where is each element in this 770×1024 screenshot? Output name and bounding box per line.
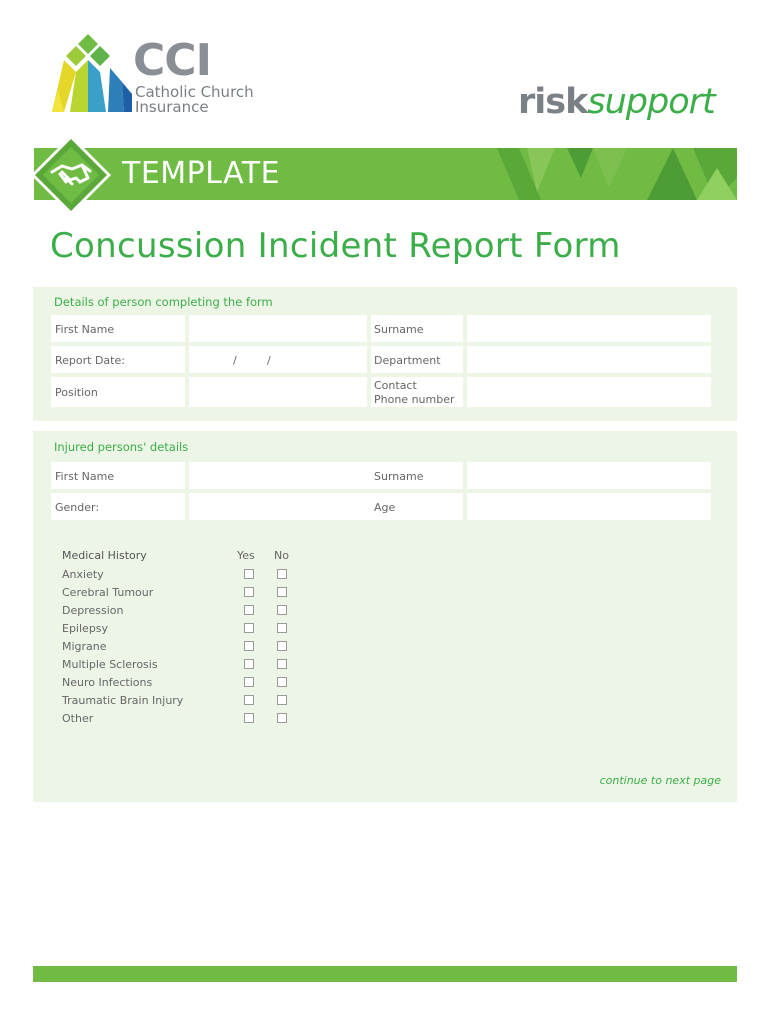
yes-checkbox[interactable] bbox=[244, 623, 254, 633]
no-checkbox[interactable] bbox=[277, 677, 287, 687]
no-checkbox[interactable] bbox=[277, 569, 287, 579]
contact-label-line1: Contact bbox=[374, 379, 417, 392]
injured-surname-input[interactable] bbox=[467, 462, 711, 489]
yes-checkbox[interactable] bbox=[244, 587, 254, 597]
medical-history-item: Depression bbox=[62, 604, 124, 617]
yes-checkbox[interactable] bbox=[244, 569, 254, 579]
medical-history-item: Migrane bbox=[62, 640, 107, 653]
no-column-header: No bbox=[274, 549, 289, 562]
injured-first-name-label: First Name bbox=[55, 470, 115, 483]
yes-checkbox[interactable] bbox=[244, 713, 254, 723]
yes-checkbox[interactable] bbox=[244, 695, 254, 705]
date-separator-1: / bbox=[233, 354, 237, 367]
no-checkbox[interactable] bbox=[277, 587, 287, 597]
completer-first-name-label: First Name bbox=[55, 323, 115, 336]
position-label: Position bbox=[55, 386, 98, 399]
no-checkbox[interactable] bbox=[277, 695, 287, 705]
completer-surname-input[interactable] bbox=[467, 315, 711, 342]
no-checkbox[interactable] bbox=[277, 713, 287, 723]
banner-decoration bbox=[497, 148, 737, 200]
no-checkbox[interactable] bbox=[277, 641, 287, 651]
risksupport-logo-risk: risk bbox=[518, 82, 588, 122]
age-label: Age bbox=[374, 501, 396, 514]
medical-history-item: Other bbox=[62, 712, 94, 725]
cci-wordmark: CCI bbox=[133, 35, 211, 86]
age-input[interactable] bbox=[467, 493, 711, 520]
no-checkbox[interactable] bbox=[277, 659, 287, 669]
yes-checkbox[interactable] bbox=[244, 641, 254, 651]
yes-checkbox[interactable] bbox=[244, 605, 254, 615]
section-injured-heading: Injured persons' details bbox=[54, 440, 189, 454]
medical-history-item: Neuro Infections bbox=[62, 676, 153, 689]
risksupport-logo-support: support bbox=[587, 82, 715, 122]
medical-history-item: Anxiety bbox=[62, 568, 104, 581]
medical-history-item: Multiple Sclerosis bbox=[62, 658, 158, 671]
contact-phone-input[interactable] bbox=[467, 377, 711, 407]
medical-history-heading: Medical History bbox=[62, 549, 147, 562]
cci-subtitle-line1: Catholic Church bbox=[135, 83, 254, 101]
footer-bar bbox=[33, 966, 737, 982]
position-input[interactable] bbox=[189, 377, 367, 407]
section-completer-heading: Details of person completing the form bbox=[54, 295, 273, 309]
gender-label: Gender: bbox=[55, 501, 100, 514]
banner-title: TEMPLATE bbox=[122, 156, 281, 191]
no-checkbox[interactable] bbox=[277, 623, 287, 633]
risksupport-logo bbox=[518, 82, 715, 122]
cci-subtitle-line2: Insurance bbox=[135, 98, 209, 116]
handshake-badge bbox=[30, 134, 112, 216]
completer-first-name-input[interactable] bbox=[189, 315, 367, 342]
report-date-label: Report Date: bbox=[55, 354, 125, 367]
medical-history-item: Traumatic Brain Injury bbox=[62, 694, 184, 707]
yes-column-header: Yes bbox=[237, 549, 255, 562]
medical-history-item: Epilepsy bbox=[62, 622, 109, 635]
medical-history-item: Cerebral Tumour bbox=[62, 586, 154, 599]
yes-checkbox[interactable] bbox=[244, 659, 254, 669]
yes-checkbox[interactable] bbox=[244, 677, 254, 687]
page-title: Concussion Incident Report Form bbox=[50, 226, 621, 266]
gender-input[interactable] bbox=[189, 493, 463, 520]
department-input[interactable] bbox=[467, 346, 711, 373]
no-checkbox[interactable] bbox=[277, 605, 287, 615]
date-separator-2: / bbox=[267, 354, 271, 367]
report-date-input[interactable] bbox=[189, 346, 367, 373]
completer-surname-label: Surname bbox=[374, 323, 424, 336]
contact-label-line2: Phone number bbox=[374, 393, 455, 406]
injured-surname-label: Surname bbox=[374, 470, 424, 483]
department-label: Department bbox=[374, 354, 441, 367]
continue-note: continue to next page bbox=[599, 774, 721, 787]
